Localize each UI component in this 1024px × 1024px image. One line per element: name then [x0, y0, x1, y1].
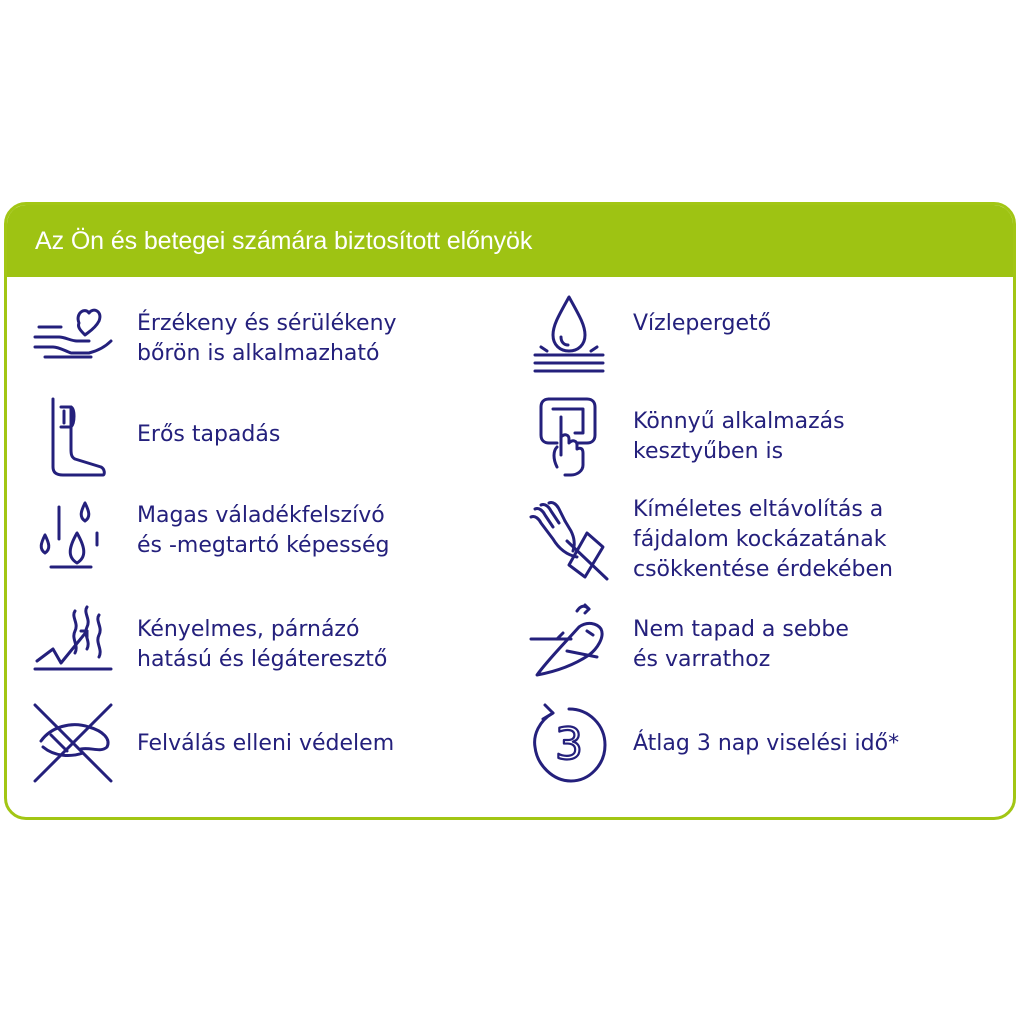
benefit-line: Felválás elleni védelem — [137, 731, 395, 756]
benefit-line: Magas váladékfelszívó — [137, 503, 385, 528]
gentle-removal-icon — [527, 499, 611, 583]
benefit-label — [633, 309, 771, 339]
benefit-line: Érzékeny és sérülékeny — [137, 311, 397, 336]
benefit-line: Kíméletes eltávolítás a — [633, 497, 884, 522]
benefits-card — [4, 202, 1016, 820]
benefit-line: hatású és légáteresztő — [137, 647, 388, 672]
gloved-hand-application-icon — [527, 395, 611, 479]
breathable-cushion-icon — [31, 601, 115, 685]
benefit-line: Kényelmes, párnázó — [137, 617, 360, 642]
benefit-label — [633, 407, 845, 467]
benefit-label — [633, 495, 893, 585]
hand-heart-icon — [31, 293, 115, 377]
exudate-drops-icon — [31, 497, 115, 581]
card-title: Az Ön és betegei számára biztosított előnyök — [35, 227, 533, 255]
benefit-label — [137, 615, 387, 675]
benefit-line: Vízlepergető — [633, 311, 772, 336]
benefit-label — [633, 729, 899, 759]
benefit-line: csökkentése érdekében — [633, 557, 893, 582]
card-header — [7, 205, 1013, 277]
benefit-label — [137, 309, 397, 369]
water-repellent-icon — [527, 291, 611, 375]
benefit-label — [633, 615, 849, 675]
benefit-line: kesztyűben is — [633, 439, 784, 464]
non-adherent-wound-icon — [527, 597, 611, 681]
benefit-label — [137, 420, 280, 450]
three-day-wear-icon — [527, 701, 611, 785]
benefit-label — [137, 501, 390, 561]
benefit-line: fájdalom kockázatának — [633, 527, 887, 552]
svg-text:3: 3 — [555, 719, 583, 770]
benefit-line: és varrathoz — [633, 647, 771, 672]
leg-adhesion-icon — [31, 397, 115, 481]
benefit-line: Nem tapad a sebbe — [633, 617, 849, 642]
benefit-line: bőrön is alkalmazható — [137, 341, 380, 366]
benefit-line: és -megtartó képesség — [137, 533, 390, 558]
no-maceration-icon — [31, 701, 115, 785]
benefit-line: Könnyű alkalmazás — [633, 409, 845, 434]
benefit-label — [137, 729, 394, 759]
benefit-line: Átlag 3 nap viselési idő* — [633, 731, 900, 756]
benefit-line: Erős tapadás — [137, 422, 281, 447]
